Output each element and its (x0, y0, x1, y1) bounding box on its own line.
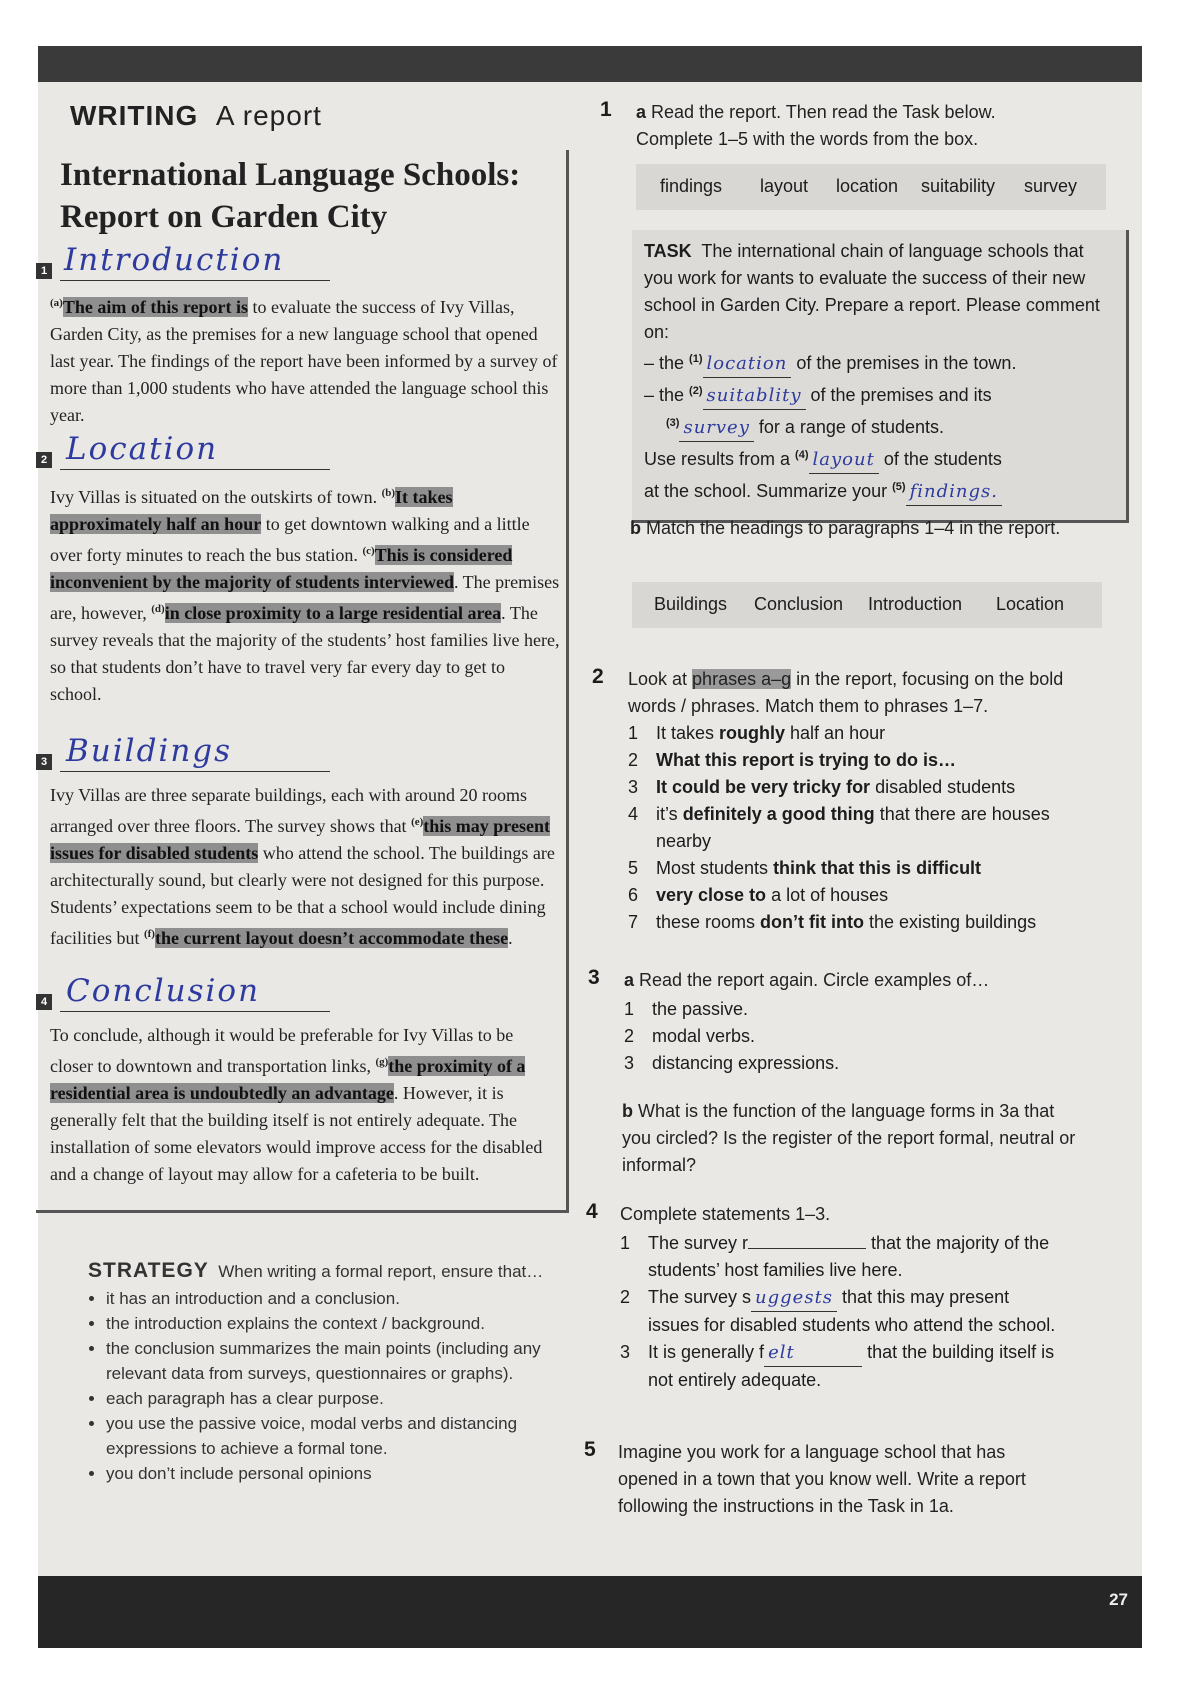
strategy-label: STRATEGY (88, 1259, 209, 1282)
strategy-item: • you use the passive voice, modal verbs and distancing expressions to achieve a formal tone. (106, 1411, 558, 1461)
exercise-5-instruction: Imagine you work for a language school that has opened in a town that you know well. Write a report following the instructions in the Task in 1a. (618, 1442, 1026, 1516)
word-item: findings (660, 176, 723, 196)
paragraph-4: To conclude, although it would be preferable for Ivy Villas to be closer to downtown and transportation links, $^{(g)}$the proximity of a residential area is undoubtedly an advantage. However, it is generally felt that the building itself is not entirely adequate. The installation of some elevators would improve access for the disabled and a change of layout may allow for a cafeteria to be built. (50, 1025, 543, 1184)
word-item: survey (1024, 176, 1078, 196)
task-box (632, 230, 1129, 523)
exercise-4-instruction: Complete statements 1–3. (620, 1204, 831, 1224)
report-panel (36, 150, 569, 1213)
word-item: layout (760, 176, 809, 196)
task-line-3: $^{(3)}$ survey for a range of students. (644, 410, 1114, 442)
list-item: 5 Most students think that this is difficult (628, 858, 982, 878)
paragraph-3: Ivy Villas are three separate buildings, each with around 20 rooms arranged over three floors. The survey shows that $^{(e)}$this may present issues for disabled students who attend the school. The buildings are architecturally sound, but clearly were not designed for this purpose. Students’ expectations seem to be that a school would include dining facilities but $^{(f)}$the current layout doesn’t accommodate these. (50, 785, 555, 948)
list-item: 4 it’s definitely a good thing that there are houses nearby (628, 804, 1050, 851)
section-number-4: 4 (36, 994, 52, 1010)
exercise-3a-instruction: a Read the report again. Circle examples of… (624, 970, 990, 990)
exercise-3-number: 3 (588, 966, 600, 989)
list-item: 3 distancing expressions. (624, 1053, 840, 1073)
exercise-4-number: 4 (586, 1200, 598, 1223)
page-number: 27 (1109, 1590, 1128, 1609)
heading-title: A report (215, 100, 322, 131)
answer-1: location (703, 350, 792, 378)
task-line-1: – the $^{(1)}$ location of the premises in the town. (644, 346, 1114, 378)
heading-item: Location (996, 594, 1065, 614)
handwritten-heading-4: Conclusion (66, 973, 261, 1009)
word-item: location (836, 176, 899, 196)
paragraph-1: $^{(a)}$The aim of this report is to evaluate the success of Ivy Villas, Garden City, as the premises for a new language school that opened last year. The findings of the report have been informed by a survey of more than 1,000 students who have attended the language school this year. (50, 297, 558, 425)
section-number-1: 1 (36, 263, 52, 279)
strategy-item: • the introduction explains the context / background. (106, 1311, 558, 1336)
word-box (636, 164, 1106, 210)
strategy-intro: When writing a formal report, ensure that… (218, 1262, 544, 1281)
exercise-4-list (620, 1230, 1060, 1394)
heading-item: Introduction (868, 594, 963, 614)
statement-1: 1 The survey r that the majority of the students’ host families live here. (620, 1233, 1050, 1280)
exercise-1b-instruction: b Match the headings to paragraphs 1–4 in the report. (630, 518, 1061, 538)
answer-5: findings. (906, 478, 1002, 506)
word-item: suitability (921, 176, 996, 196)
report-title: International Language Schools: Report on Garden City (60, 157, 521, 235)
list-item: 3 It could be very tricky for disabled students (628, 777, 1016, 797)
list-item: 7 these rooms don’t fit into the existing buildings (628, 912, 1037, 932)
answer-4: layout (809, 446, 879, 474)
heading-section: WRITING (70, 100, 199, 131)
exercise-1a-instruction: a Read the report. Then read the Task below. Complete 1–5 with the words from the box. (636, 102, 996, 149)
exercise-2-number: 2 (592, 665, 604, 688)
exercise-3b-instruction: b What is the function of the language forms in 3a that you circled? Is the register of the report formal, neutral or informal? (622, 1101, 1076, 1175)
list-item: 1 the passive. (624, 999, 749, 1019)
task-line-2: – the $^{(2)}$ suitablity of the premises and its (644, 378, 1114, 410)
strategy-item: • you don’t include personal opinions (106, 1461, 558, 1486)
strategy-item: • it has an introduction and a conclusion. (106, 1286, 558, 1311)
handwritten-heading-1: Introduction (64, 242, 285, 278)
statement-3-answer: elt (764, 1339, 862, 1367)
headings-box (632, 582, 1102, 628)
list-item: 1 It takes roughly half an hour (628, 723, 886, 743)
handwritten-heading-2: Location (66, 431, 219, 467)
strategy-box (88, 1258, 558, 1486)
top-dark-band (38, 46, 1142, 82)
list-item: 2 What this report is trying to do is… (628, 750, 957, 770)
exercise-2-list (628, 720, 1088, 936)
task-line-4: Use results from a $^{(4)}$ layout of the students (644, 442, 1114, 474)
statement-1-answer (748, 1248, 866, 1249)
exercise-2-instruction: Look at phrases a–g in the report, focusing on the bold words / phrases. Match them to phrases 1–7. (628, 669, 1064, 716)
statement-3: 3 It is generally f elt that the building itself is not entirely adequate. (620, 1339, 1060, 1394)
answer-3: survey (679, 414, 753, 442)
paragraph-2: Ivy Villas is situated on the outskirts of town. $^{(b)}$It takes approximately half an hour to get downtown walking and a little over forty minutes to reach the bus station. $^{(c)}$This is considered inconvenient by the majority of students interviewed. The premises are, however, $^{(d)}$in close proximity to a large residential area. The survey reveals that the majority of the students’ host families live here, so that students don’t have to travel very far every day to get to school. (50, 487, 560, 704)
strategy-item: • each paragraph has a clear purpose. (106, 1386, 558, 1411)
list-item: 6 very close to a lot of houses (628, 885, 889, 905)
statement-2: 2 The survey s uggests that this may present issues for disabled students who attend the school. (620, 1284, 1060, 1339)
strategy-item: • the conclusion summarizes the main points (including any relevant data from surveys, questionnaires or graphs). (106, 1336, 558, 1386)
exercise-3-list (624, 996, 1084, 1077)
task-line-5: at the school. Summarize your $^{(5)}$ findings. (644, 474, 1114, 506)
answer-2: suitablity (703, 382, 806, 410)
bottom-dark-band (38, 1576, 1142, 1648)
heading-item: Conclusion (754, 594, 844, 614)
exercise-5-number: 5 (584, 1438, 596, 1461)
section-number-2: 2 (36, 452, 52, 468)
handwritten-heading-3: Buildings (66, 733, 233, 769)
page-heading (70, 100, 322, 132)
heading-item: Buildings (654, 594, 728, 614)
list-item: 2 modal verbs. (624, 1026, 756, 1046)
exercise-1-number: 1 (600, 98, 612, 121)
task-text: TASK The international chain of language schools that you work for wants to evaluate the success of their new school in Garden City. Prepare a report. Please comment on: (644, 241, 1100, 342)
section-number-3: 3 (36, 754, 52, 770)
statement-2-answer: uggests (751, 1284, 837, 1312)
